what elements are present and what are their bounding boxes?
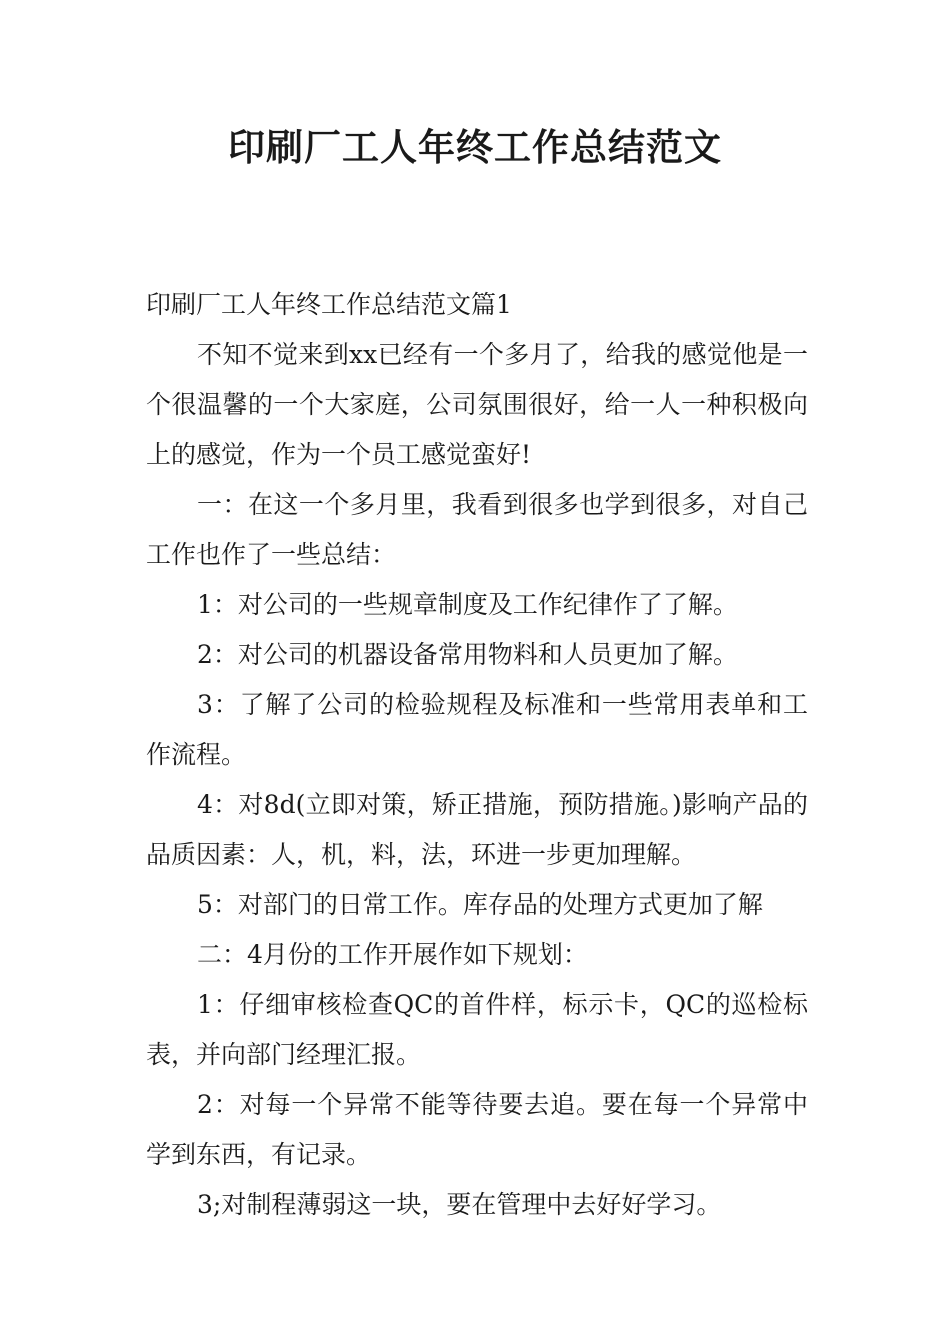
- paragraph-item-2: 2：对公司的机器设备常用物料和人员更加了解。: [197, 640, 738, 669]
- paragraph-item-3: 3：了解了公司的检验规程及标准和一些常用表单和工作流程。: [146, 690, 808, 769]
- paragraph-plan-3: 3;对制程薄弱这一块，要在管理中去好好学习。: [197, 1190, 722, 1219]
- paragraph-part-two: 二：4月份的工作开展作如下规划：: [197, 940, 588, 969]
- paragraph-item-1: 1：对公司的一些规章制度及工作纪律作了了解。: [197, 590, 738, 619]
- document-title: 印刷厂工人年终工作总结范文: [228, 126, 722, 169]
- paragraph-plan-2: 2：对每一个异常不能等待要去追。要在每一个异常中学到东西，有记录。: [146, 1090, 808, 1169]
- section-heading: 印刷厂工人年终工作总结范文篇1: [146, 290, 512, 319]
- paragraph-item-4: 4：对8d(立即对策，矫正措施，预防措施。)影响产品的品质因素：人，机，料，法，环进一步更加理解。: [146, 790, 808, 869]
- paragraph-item-5: 5：对部门的日常工作。库存品的处理方式更加了解: [197, 890, 763, 919]
- document-body: [146, 280, 808, 1230]
- paragraph-part-one: 一：在这一个多月里，我看到很多也学到很多，对自己工作也作了一些总结：: [146, 490, 808, 569]
- paragraph-intro: 不知不觉来到xx已经有一个多月了，给我的感觉他是一个很温馨的一个大家庭，公司氛围很好，给一人一种积极向上的感觉，作为一个员工感觉蛮好!: [146, 340, 808, 469]
- paragraph-plan-1: 1：仔细审核检查QC的首件样，标示卡，QC的巡检标表，并向部门经理汇报。: [146, 990, 808, 1069]
